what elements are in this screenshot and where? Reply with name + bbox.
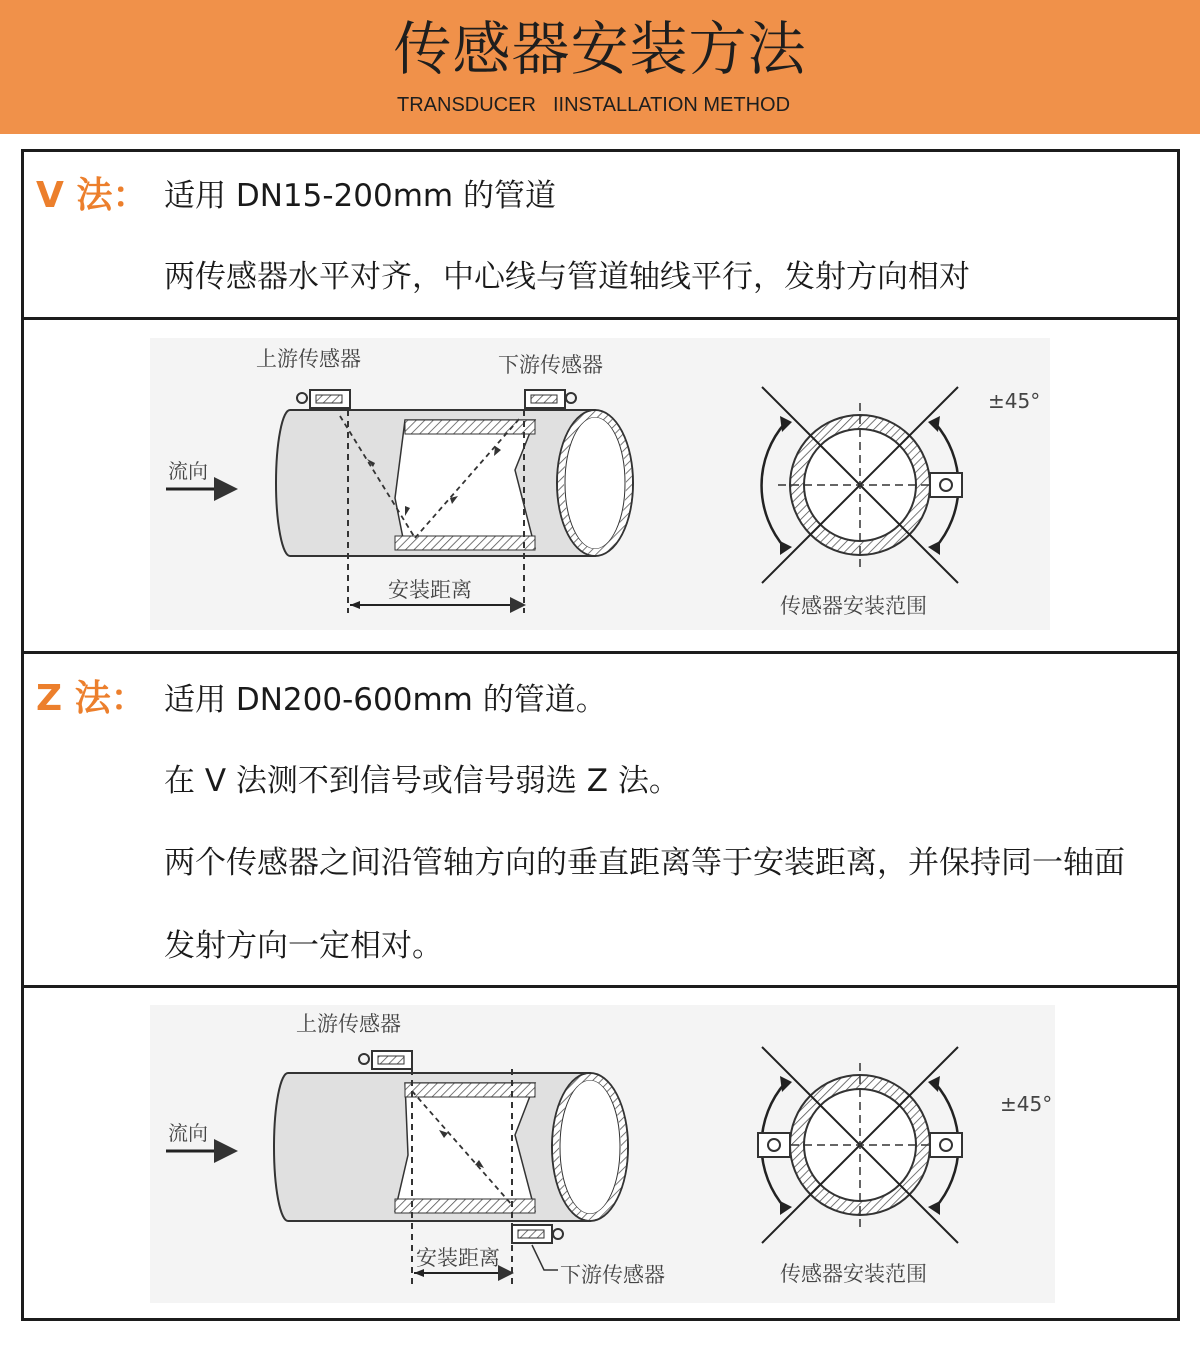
z-method-line-4: 发射方向一定相对。 xyxy=(164,928,443,964)
z-distance-label: 安装距离 xyxy=(416,1246,500,1270)
z-method-line-3: 两个传感器之间沿管轴方向的垂直距离等于安装距离，并保持同一轴面 xyxy=(164,845,1125,881)
v-method-diagram xyxy=(150,338,1050,630)
v-angle-label: ±45° xyxy=(988,389,1041,413)
v-pipe-icon xyxy=(276,410,633,556)
divider-1 xyxy=(21,317,1180,320)
z-upstream-label: 上游传感器 xyxy=(296,1012,401,1036)
subtitle-transducer: TRANSDUCER xyxy=(397,94,536,116)
page-title: 传感器安装方法 xyxy=(393,15,807,83)
z-method-diagram xyxy=(150,1005,1055,1303)
z-downstream-label: 下游传感器 xyxy=(560,1263,665,1287)
v-downstream-label: 下游传感器 xyxy=(498,353,603,377)
divider-3 xyxy=(21,985,1180,988)
v-method-label: V 法： xyxy=(36,175,149,216)
z-method-label: Z 法： xyxy=(36,678,147,719)
subtitle-installation-method: IINSTALLATION METHOD xyxy=(553,94,791,116)
v-upstream-label: 上游传感器 xyxy=(256,347,361,371)
z-range-label: 传感器安装范围 xyxy=(780,1262,927,1286)
z-pipe-icon xyxy=(274,1073,628,1221)
v-distance-label: 安装距离 xyxy=(388,578,472,602)
z-method-line-2: 在 V 法测不到信号或信号弱选 Z 法。 xyxy=(164,763,680,799)
z-flow-label: 流向 xyxy=(168,1121,208,1145)
divider-2 xyxy=(21,651,1180,654)
z-method-line-1: 适用 DN200-600mm 的管道。 xyxy=(164,682,607,718)
z-angle-label: ±45° xyxy=(1000,1092,1053,1116)
v-range-label: 传感器安装范围 xyxy=(780,594,927,618)
v-flow-label: 流向 xyxy=(168,459,208,483)
v-method-line-2: 两传感器水平对齐，中心线与管道轴线平行，发射方向相对 xyxy=(164,259,970,295)
header-banner xyxy=(0,0,1200,134)
v-method-line-1: 适用 DN15-200mm 的管道 xyxy=(164,178,556,214)
